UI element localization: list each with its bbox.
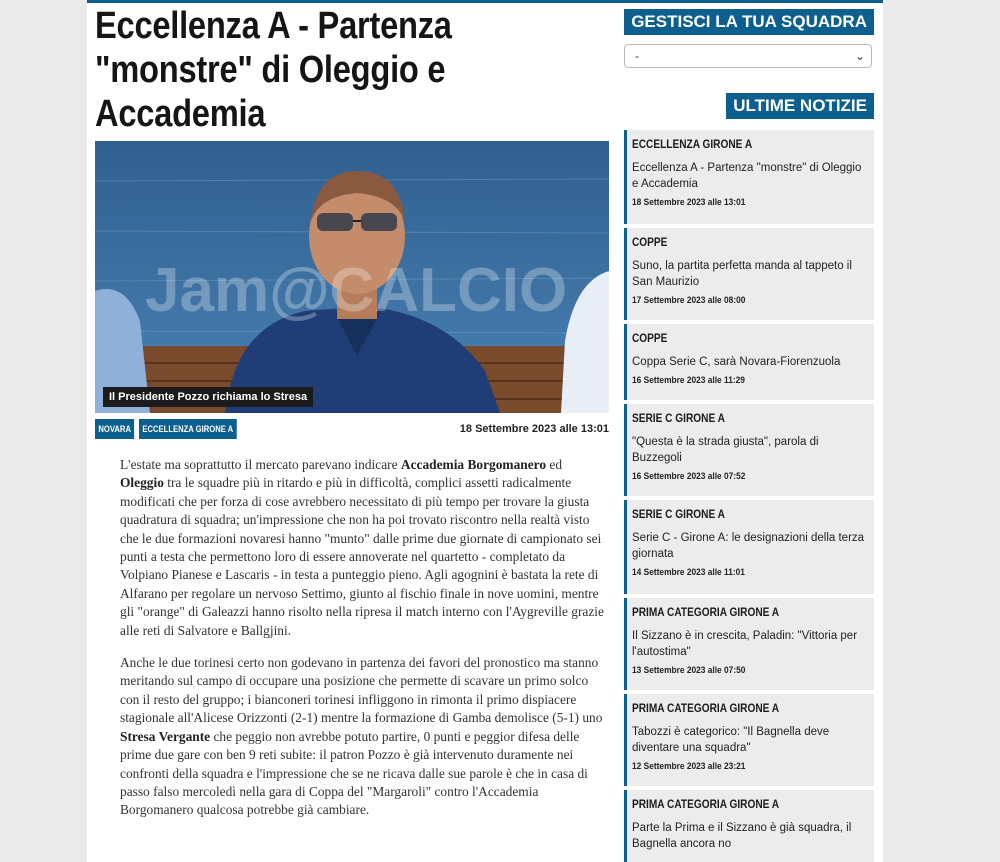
news-item[interactable]	[624, 404, 874, 496]
paragraph-bold: Accademia Borgomanero	[400, 457, 547, 472]
news-date: 12 Settembre 2023 alle 23:21	[632, 761, 746, 772]
news-item[interactable]	[624, 324, 874, 400]
tag-novara[interactable]: NOVARA	[95, 419, 134, 439]
team-select[interactable]	[624, 44, 872, 68]
paragraph-text: che peggio non avrebbe potuto partire, 0 punti e peggior difesa delle prime due gare con ben 9 reti subite: il patron Pozzo è già intervenuto duramente nei confronti della squadra e l'impressione che se ne ricava dalle sue parole è che in casa di passo falso mercoledì nella gara di Coppa del "Margaroli" contro l'Accademia Borgomanero qualcosa potrebbe già cambiare.	[120, 728, 588, 818]
paragraph-text: Anche le due torinesi certo non godevano in partenza dei favori del pronostico ma stanno meritando sul campo di occupare una posizione che permette di scavare un primo solco con il resto del gruppo; i bianconeri torinesi infliggono in rimonta il primo dispiacere stagionale all'Alicese Orizzonti (2-1) mentre la formazione di Gamba demolisce (5-1) uno	[120, 655, 603, 726]
page-container	[87, 0, 883, 862]
news-category: ECCELLENZA GIRONE A	[632, 139, 753, 151]
chevron-down-icon: ⌄	[854, 49, 865, 63]
news-date: 16 Settembre 2023 alle 11:29	[632, 375, 745, 386]
news-title[interactable]: Suno, la partita perfetta manda al tappeto il San Maurizio	[632, 260, 852, 288]
article-body	[120, 456, 606, 834]
news-category: PRIMA CATEGORIA GIRONE A	[632, 703, 780, 715]
news-item[interactable]	[624, 500, 874, 594]
paragraph-bold: Oleggio	[120, 475, 164, 491]
news-category: SERIE C GIRONE A	[632, 413, 725, 425]
top-accent-bar	[87, 0, 883, 3]
article-paragraph	[120, 456, 606, 640]
news-title[interactable]: Tabozzi è categorico: "Il Bagnella deve diventare una squadra"	[632, 726, 830, 754]
image-caption: Il Presidente Pozzo richiama lo Stresa	[103, 387, 313, 407]
paragraph-text: tra le squadre più in ritardo e più in difficoltà, complici assetti radicalmente modificati che per forza di cose avrebbero necessitato di più tempo per trovare la giusta quadratura di squadra; un'impressione che non ha poi trovato riscontro nella realtà visto che le due formazioni novaresi hanno "munto" dalle prime due giornate di campionato sei punti a testa che permettono loro di essere annoverate nel quartetto - completato da Volpiano Pianese e Lascaris - in testa a punteggio pieno. Agli agognini è bastata la rete di Alfarano per regolare un nervoso Settimo, giunto al fischio finale in nove uomini, mentre gli "orange" di Galeazzi hanno risolto nella ripresa il match interno con l'Aygreville grazie alle reti di Salvatore e Ballgjini.	[120, 475, 604, 638]
news-date: 16 Settembre 2023 alle 07:52	[632, 471, 746, 482]
article-title: Eccellenza A - Partenza "monstre" di Oleggio e Accademia	[95, 5, 452, 135]
news-title[interactable]: "Questa è la strada giusta", parola di Buzzegoli	[632, 436, 819, 464]
news-title[interactable]: Coppa Serie C, sarà Novara-Fiorenzuola	[632, 356, 841, 368]
news-title[interactable]: Serie C - Girone A: le designazioni della terza giornata	[632, 532, 865, 560]
news-category: SERIE C GIRONE A	[632, 509, 725, 521]
article-date: 18 Settembre 2023 alle 13:01	[459, 423, 609, 435]
paragraph-text: ed	[546, 457, 563, 472]
news-date: 13 Settembre 2023 alle 07:50	[632, 665, 746, 676]
photo-illustration	[95, 141, 609, 413]
article-tags	[95, 419, 254, 439]
news-date: 17 Settembre 2023 alle 08:00	[632, 295, 746, 306]
paragraph-text: L'estate ma soprattutto il mercato parevano indicare	[120, 457, 401, 472]
team-select-value: -	[635, 49, 639, 63]
news-title[interactable]: Il Sizzano è in crescita, Paladin: "Vittoria per l'autostima"	[632, 630, 858, 658]
manage-team-heading: GESTISCI LA TUA SQUADRA	[624, 9, 874, 35]
news-item[interactable]	[624, 130, 874, 224]
photo-watermark: Jam@CALCIO	[145, 256, 568, 325]
news-date: 14 Settembre 2023 alle 11:01	[632, 567, 745, 578]
news-item[interactable]	[624, 228, 874, 320]
tag-eccellenza-girone-a[interactable]: ECCELLENZA GIRONE A	[139, 419, 237, 439]
news-title[interactable]: Eccellenza A - Partenza "monstre" di Oleggio e Accademia	[632, 162, 862, 190]
news-category: COPPE	[632, 237, 668, 249]
news-category: COPPE	[632, 333, 668, 345]
news-category: PRIMA CATEGORIA GIRONE A	[632, 799, 780, 811]
news-item[interactable]	[624, 790, 874, 862]
paragraph-bold: Stresa Vergante	[120, 728, 211, 744]
news-date: 18 Settembre 2023 alle 13:01	[632, 197, 746, 208]
news-item[interactable]	[624, 694, 874, 786]
article-paragraph	[120, 654, 606, 820]
news-category: PRIMA CATEGORIA GIRONE A	[632, 607, 780, 619]
news-item[interactable]	[624, 598, 874, 690]
article-photo[interactable]	[95, 141, 609, 413]
news-title[interactable]: Parte la Prima e il Sizzano è già squadra, il Bagnella ancora no	[632, 822, 852, 850]
latest-news-heading: ULTIME NOTIZIE	[726, 93, 874, 119]
